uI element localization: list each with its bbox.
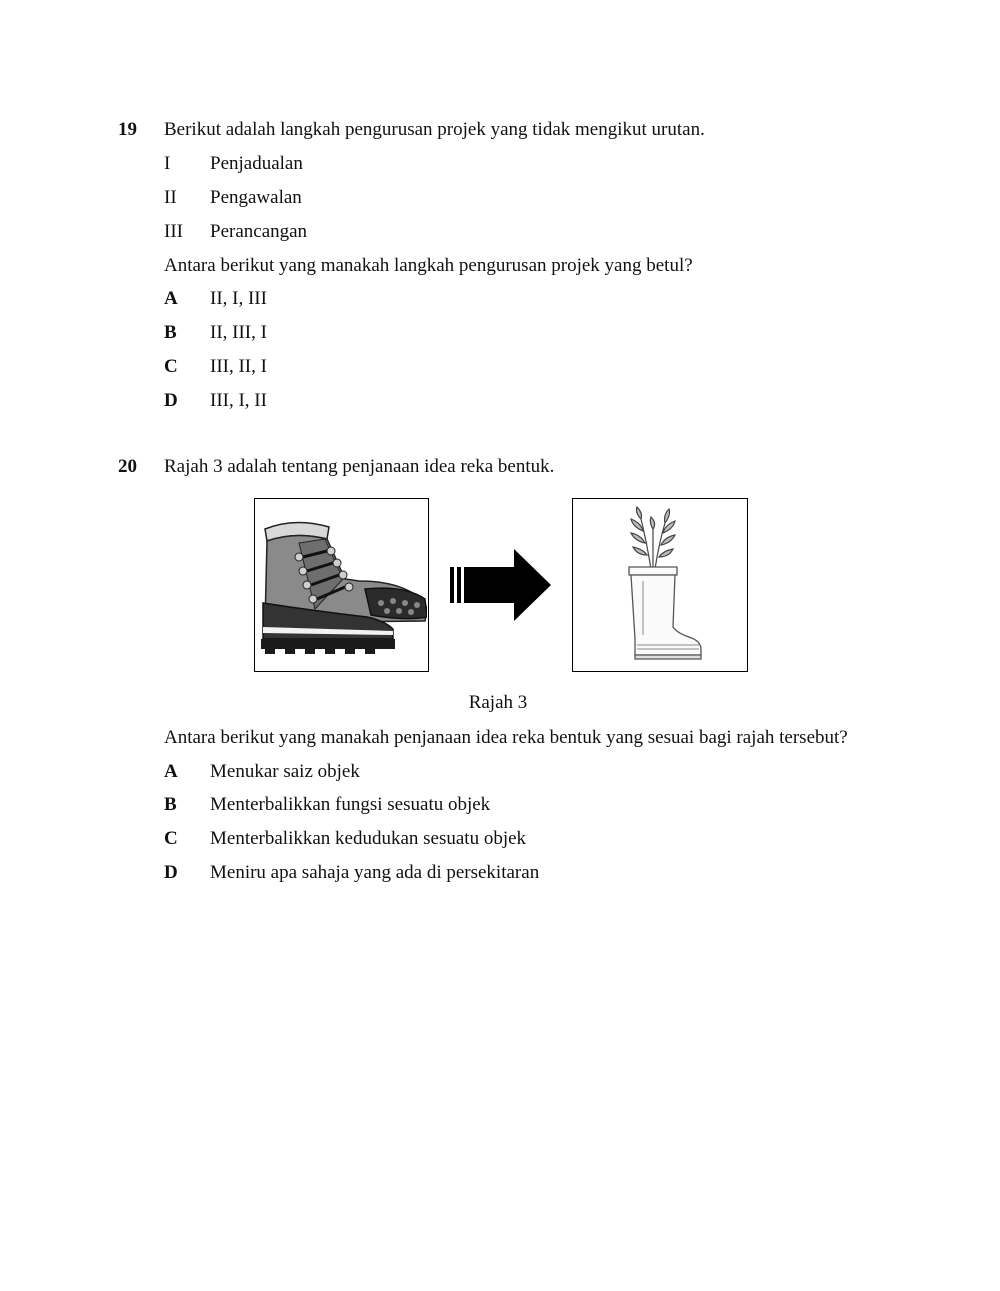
right-arrow-icon [450, 547, 552, 623]
option-text: III, II, I [210, 356, 267, 377]
question-number: 19 [118, 119, 137, 140]
option-letter: A [164, 288, 178, 309]
roman-numeral: III [164, 221, 183, 242]
winter-boot-icon [255, 499, 427, 670]
item-text: Pengawalan [210, 187, 302, 208]
option-letter: B [164, 322, 177, 343]
roman-numeral: II [164, 187, 177, 208]
question-prompt: Antara berikut yang manakah langkah pengurusan projek yang betul? [164, 255, 693, 276]
option-text: II, III, I [210, 322, 267, 343]
item-text: Perancangan [210, 221, 308, 242]
item-text: Penjadualan [210, 153, 303, 174]
question-prompt: Antara berikut yang manakah penjanaan idea reka bentuk yang sesuai bagi rajah tersebut? [164, 727, 848, 748]
figure-caption: Rajah 3 [468, 692, 528, 713]
roman-numeral: I [164, 153, 171, 174]
option-letter: D [164, 390, 178, 411]
option-text: III, I, II [210, 390, 267, 411]
option-text: Meniru apa sahaja yang ada di persekitaran [210, 862, 540, 883]
question-number: 20 [118, 456, 137, 477]
option-text: Menterbalikkan kedudukan sesuatu objek [210, 828, 527, 849]
option-letter: C [164, 828, 178, 849]
option-text: Menukar saiz objek [210, 761, 360, 782]
boot-planter-icon [573, 499, 746, 670]
option-text: Menterbalikkan fungsi sesuatu objek [210, 794, 491, 815]
figure-left-panel [254, 498, 429, 672]
option-letter: A [164, 761, 178, 782]
question-stem: Berikut adalah langkah pengurusan projek yang tidak mengikut urutan. [164, 119, 705, 140]
question-stem: Rajah 3 adalah tentang penjanaan idea reka bentuk. [164, 456, 555, 477]
option-letter: C [164, 356, 178, 377]
figure-right-panel [572, 498, 748, 672]
option-letter: D [164, 862, 178, 883]
option-text: II, I, III [210, 288, 267, 309]
option-letter: B [164, 794, 177, 815]
